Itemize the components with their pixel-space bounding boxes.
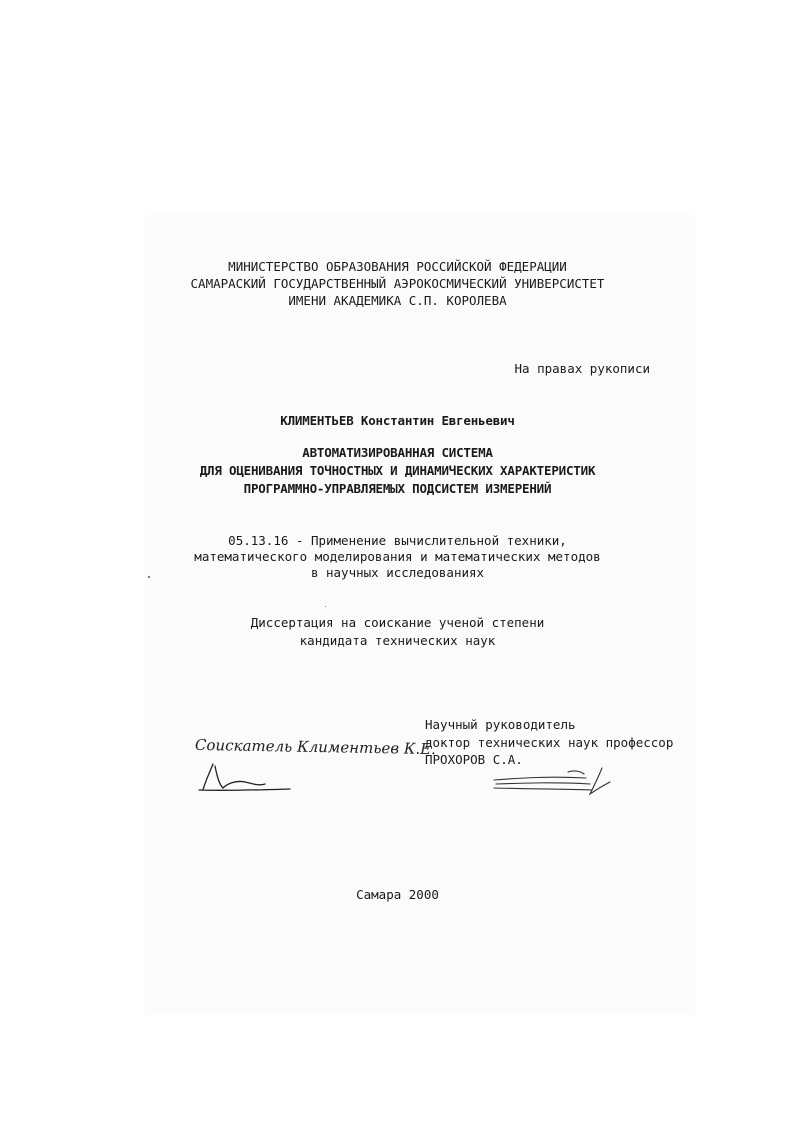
supervisor-label: Научный руководитель: [425, 717, 576, 732]
supervisor-name: ПРОХОРОВ С.А.: [425, 752, 523, 767]
university-line: САМАРАСКИЙ ГОСУДАРСТВЕННЫЙ АЭРОКОСМИЧЕСКИЙ УНИВЕРСИСТЕТ: [190, 276, 605, 291]
title-line-3: ПРОГРАММНО-УПРАВЛЯЕМЫХ ПОДСИСТЕМ ИЗМЕРЕНИЙ: [243, 481, 552, 496]
specialty-line-2: математического моделирования и математических методов: [194, 549, 601, 564]
title-line-1: АВТОМАТИЗИРОВАННАЯ СИСТЕМА: [302, 445, 493, 460]
specialty-line-3: в научных исследованиях: [310, 565, 485, 580]
degree-line-2: кандидата технических наук: [299, 633, 496, 648]
supervisor-signature: [490, 764, 620, 800]
ministry-line: МИНИСТЕРСТВО ОБРАЗОВАНИЯ РОССИЙСКОЙ ФЕДЕРАЦИИ: [228, 259, 567, 274]
rights-notice: На правах рукописи: [514, 361, 650, 376]
scan-speck: [148, 576, 150, 578]
supervisor-degree: доктор технических наук профессор: [425, 735, 674, 750]
handwritten-note: Соискатель Климентьев К.Е.: [194, 735, 437, 759]
title-line-2: ДЛЯ ОЦЕНИВАНИЯ ТОЧНОСТНЫХ И ДИНАМИЧЕСКИХ ХАРАКТЕРИСТИК: [199, 463, 596, 478]
author-name: КЛИМЕНТЬЕВ Константин Евгеньевич: [280, 413, 515, 428]
degree-line-1: Диссертация на соискание ученой степени: [250, 615, 545, 630]
specialty-line-1: 05.13.16 - Применение вычислительной техники,: [228, 533, 567, 548]
university-name-line: ИМЕНИ АКАДЕМИКА С.П. КОРОЛЕВА: [288, 293, 507, 308]
scan-speck: [325, 606, 326, 607]
city-year: Самара 2000: [356, 887, 439, 902]
applicant-signature: [195, 760, 295, 800]
